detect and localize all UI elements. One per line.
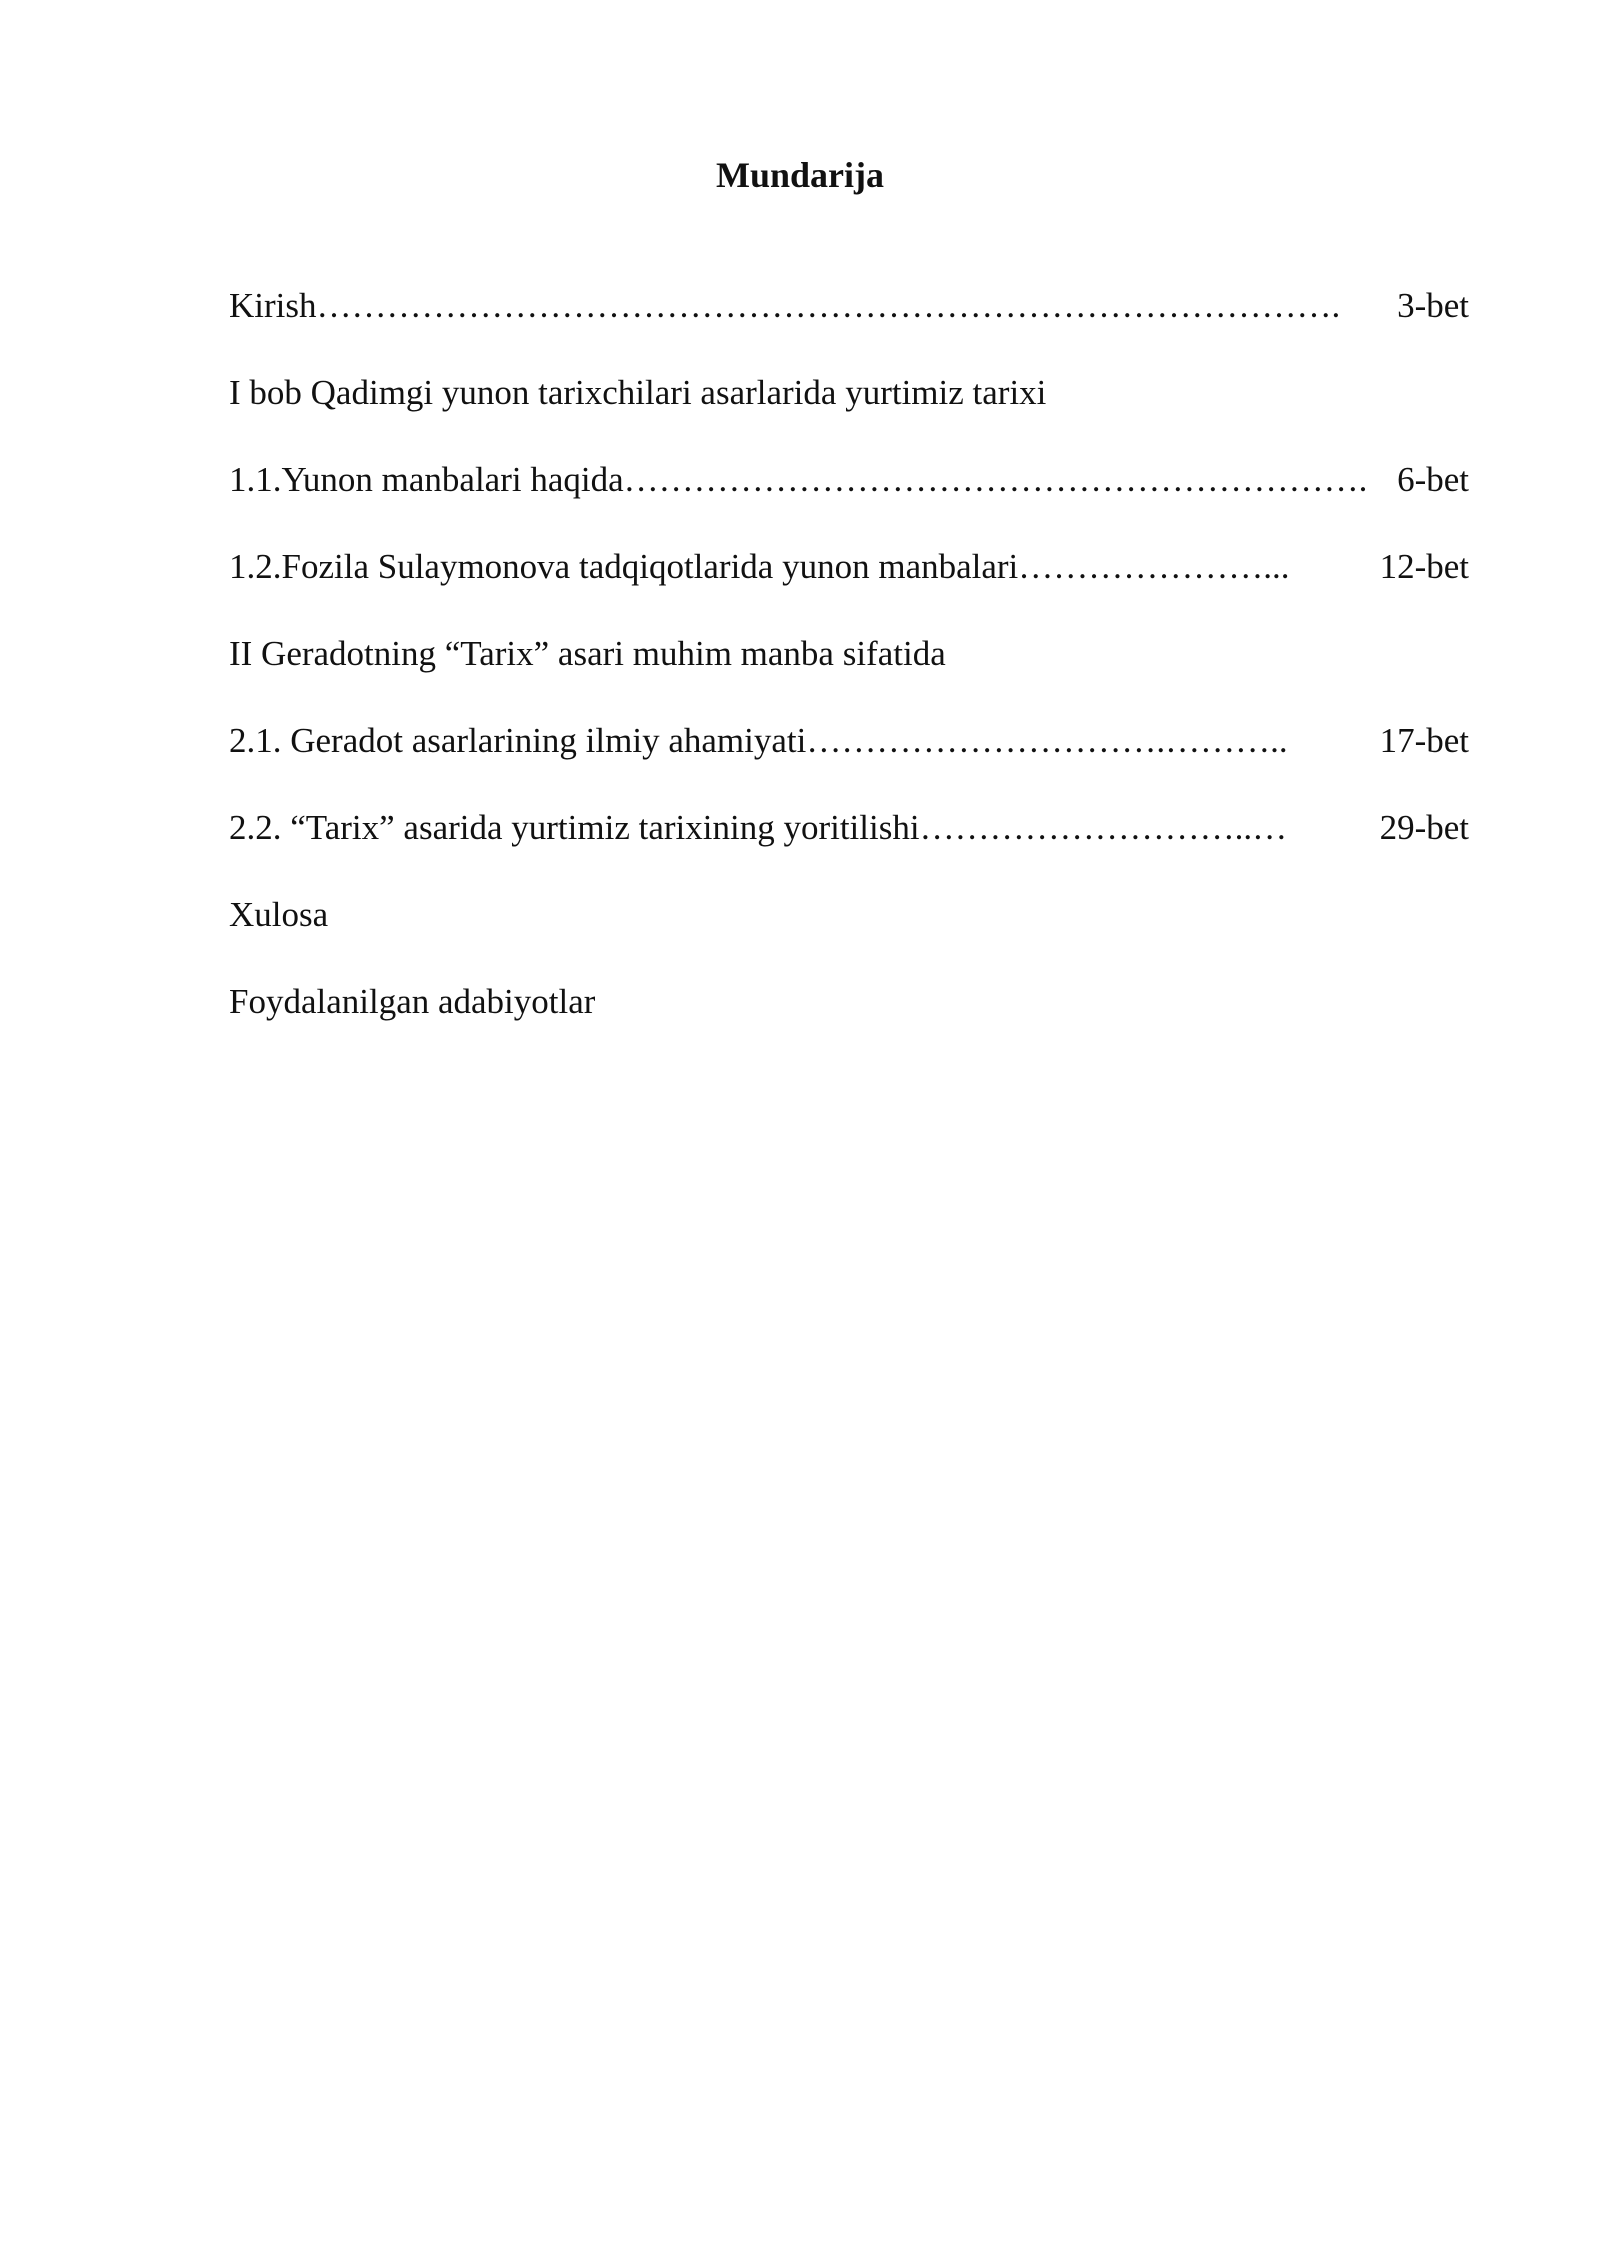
toc-entry-page: 3-bet [1397, 286, 1469, 325]
table-of-contents [229, 281, 1469, 1064]
toc-entry-label: 2.2. “Tarix” asarida yurtimiz tarixining yoritilishi [229, 808, 920, 847]
toc-entry-leader: …………………... [1018, 547, 1290, 586]
toc-entry-label: Kirish [229, 286, 317, 325]
toc-entry-section-2-2 [229, 803, 1469, 890]
toc-entry-label: Foydalanilgan adabiyotlar [229, 982, 596, 1021]
toc-entry-section-2-1 [229, 716, 1469, 803]
toc-entry-label: Xulosa [229, 895, 329, 934]
toc-entry-label: 2.1. Geradot asarlarining ilmiy ahamiyati [229, 721, 807, 760]
toc-entry-chapter-2 [229, 629, 1469, 716]
toc-entry-page: 17-bet [1379, 721, 1469, 760]
toc-entry-conclusion [229, 890, 1469, 977]
page-title: Mundarija [715, 155, 884, 195]
toc-entry-label: 1.2.Fozila Sulaymonova tadqiqotlarida yunon manbalari [229, 547, 1019, 586]
toc-entry-section-1-1 [229, 455, 1469, 542]
toc-entry-leader: ………………………………………………………. [623, 460, 1368, 499]
toc-entry-label: I bob Qadimgi yunon tarixchilari asarlarida yurtimiz tarixi [229, 373, 1047, 412]
toc-entry-section-1-2 [229, 542, 1469, 629]
toc-entry-chapter-1 [229, 368, 1469, 455]
toc-entry-label: 1.1.Yunon manbalari haqida [229, 460, 624, 499]
toc-entry-leader: ………………………….……….. [806, 721, 1288, 760]
toc-entry-page: 29-bet [1379, 808, 1469, 847]
toc-entry-page: 12-bet [1379, 547, 1469, 586]
toc-entry-leader: ………………………..… [919, 808, 1288, 847]
toc-entry-references [229, 977, 1469, 1064]
toc-entry-introduction [229, 281, 1469, 368]
toc-entry-page: 6-bet [1397, 460, 1469, 499]
toc-entry-label: II Geradotning “Tarix” asari muhim manba sifatida [229, 634, 946, 673]
toc-entry-leader: ……………………………………………………………………………. [316, 286, 1341, 325]
